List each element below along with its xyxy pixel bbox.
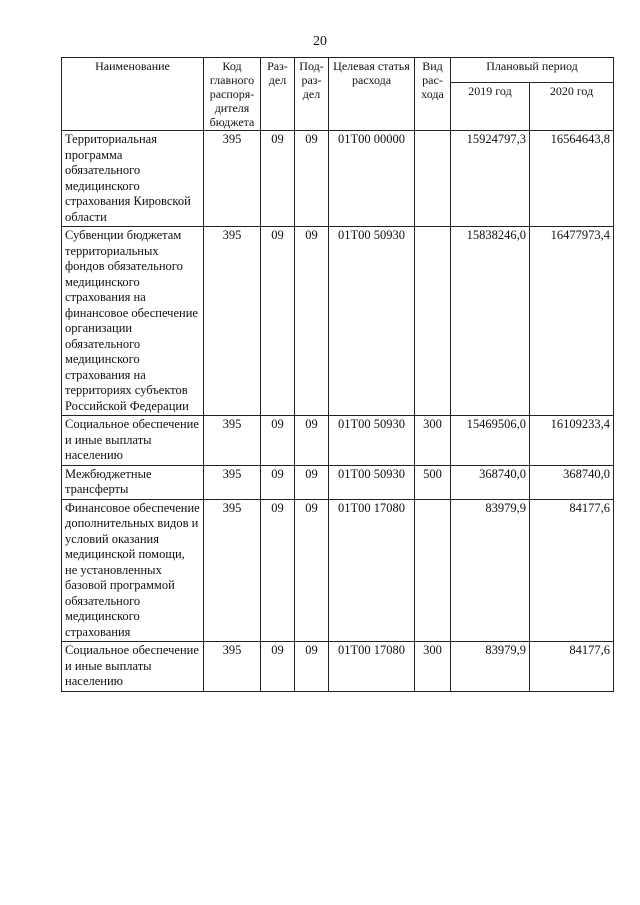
header-period: Плановый период bbox=[451, 58, 614, 83]
row-subsection: 09 bbox=[295, 227, 329, 416]
header-section: Раз-дел bbox=[261, 58, 295, 131]
header-subsection: Под-раз-дел bbox=[295, 58, 329, 131]
row-name: Социальное обеспечение и иные выплаты населению bbox=[62, 642, 204, 692]
row-target: 01Т00 17080 bbox=[329, 499, 415, 642]
row-value-2019: 83979,9 bbox=[451, 642, 530, 692]
row-value-2020: 84177,6 bbox=[530, 499, 614, 642]
row-value-2019: 83979,9 bbox=[451, 499, 530, 642]
row-section: 09 bbox=[261, 499, 295, 642]
row-type bbox=[415, 227, 451, 416]
row-name: Межбюджетные трансферты bbox=[62, 465, 204, 499]
row-subsection: 09 bbox=[295, 499, 329, 642]
row-type: 500 bbox=[415, 465, 451, 499]
row-type bbox=[415, 131, 451, 227]
table-row bbox=[62, 642, 614, 692]
row-section: 09 bbox=[261, 465, 295, 499]
row-subsection: 09 bbox=[295, 465, 329, 499]
row-code: 395 bbox=[204, 465, 261, 499]
row-code: 395 bbox=[204, 416, 261, 466]
row-value-2019: 368740,0 bbox=[451, 465, 530, 499]
row-subsection: 09 bbox=[295, 416, 329, 466]
row-value-2020: 84177,6 bbox=[530, 642, 614, 692]
row-value-2019: 15838246,0 bbox=[451, 227, 530, 416]
row-subsection: 09 bbox=[295, 642, 329, 692]
row-section: 09 bbox=[261, 227, 295, 416]
row-type bbox=[415, 499, 451, 642]
table-row bbox=[62, 465, 614, 499]
header-row bbox=[62, 58, 614, 83]
header-year-2019: 2019 год bbox=[451, 83, 530, 131]
row-value-2019: 15469506,0 bbox=[451, 416, 530, 466]
row-code: 395 bbox=[204, 227, 261, 416]
page-number: 20 bbox=[313, 34, 327, 49]
row-section: 09 bbox=[261, 131, 295, 227]
row-code: 395 bbox=[204, 499, 261, 642]
row-code: 395 bbox=[204, 131, 261, 227]
header-type: Вид рас-хода bbox=[415, 58, 451, 131]
row-value-2020: 368740,0 bbox=[530, 465, 614, 499]
row-code: 395 bbox=[204, 642, 261, 692]
table-row bbox=[62, 499, 614, 642]
header-year-2020: 2020 год bbox=[530, 83, 614, 131]
row-name: Социальное обеспечение и иные выплаты населению bbox=[62, 416, 204, 466]
row-target: 01Т00 17080 bbox=[329, 642, 415, 692]
header-name: Наименование bbox=[62, 58, 204, 131]
row-name: Субвенции бюджетам территориальных фондов обязательного медицинского страхования на финансовое обеспечение организации обязательного медицинского страхования на территориях субъектов Российской Федерации bbox=[62, 227, 204, 416]
row-value-2020: 16109233,4 bbox=[530, 416, 614, 466]
row-name: Территориальная программа обязательного медицинского страхования Кировской области bbox=[62, 131, 204, 227]
header-target: Целевая статья расхода bbox=[329, 58, 415, 131]
row-subsection: 09 bbox=[295, 131, 329, 227]
row-type: 300 bbox=[415, 642, 451, 692]
header-code: Код главного распоря-дителя бюджета bbox=[204, 58, 261, 131]
row-name: Финансовое обеспечение дополнительных видов и условий оказания медицинской помощи, не установленных базовой программой обязательного медицинского страхования bbox=[62, 499, 204, 642]
row-value-2019: 15924797,3 bbox=[451, 131, 530, 227]
row-section: 09 bbox=[261, 642, 295, 692]
row-value-2020: 16477973,4 bbox=[530, 227, 614, 416]
row-target: 01Т00 50930 bbox=[329, 227, 415, 416]
row-target: 01Т00 00000 bbox=[329, 131, 415, 227]
row-value-2020: 16564643,8 bbox=[530, 131, 614, 227]
row-target: 01Т00 50930 bbox=[329, 465, 415, 499]
row-type: 300 bbox=[415, 416, 451, 466]
row-section: 09 bbox=[261, 416, 295, 466]
row-target: 01Т00 50930 bbox=[329, 416, 415, 466]
table-row bbox=[62, 131, 614, 227]
table-row bbox=[62, 416, 614, 466]
budget-table bbox=[61, 57, 614, 692]
table-body bbox=[62, 131, 614, 692]
table-row bbox=[62, 227, 614, 416]
